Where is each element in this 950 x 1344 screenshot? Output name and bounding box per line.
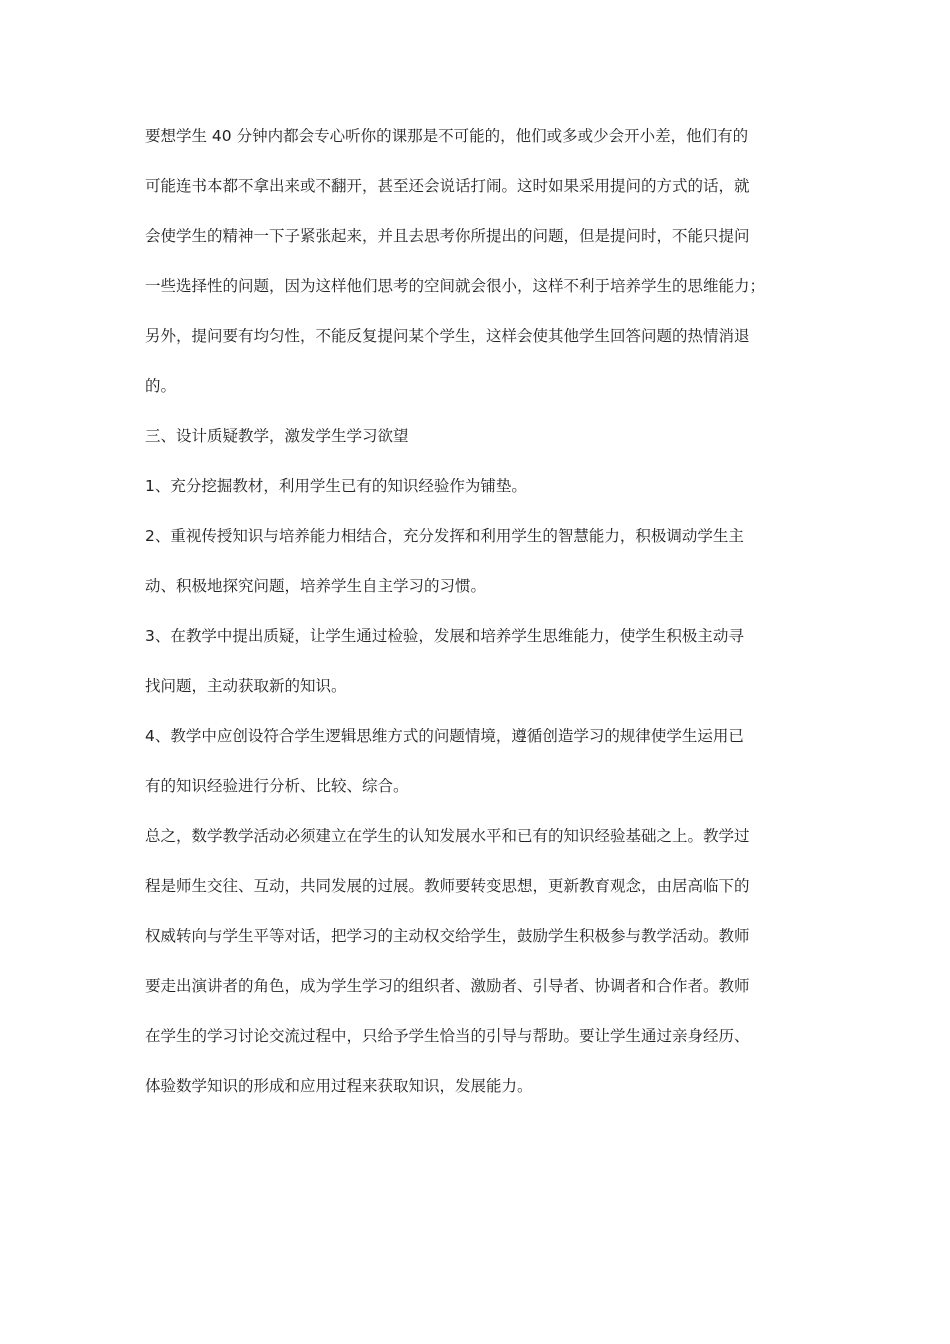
text-line: 程是师生交往、互动，共同发展的过展。教师要转变思想，更新教育观念，由居高临下的 (145, 877, 750, 895)
document-body (145, 118, 810, 1118)
section-heading: 三、设计质疑教学，激发学生学习欲望 (145, 427, 409, 445)
text-line: 一些选择性的问题，因为这样他们思考的空间就会很小，这样不利于培养学生的思维能力； (145, 277, 766, 295)
text-line: 找问题，主动获取新的知识。 (145, 677, 347, 695)
text-line: 有的知识经验进行分析、比较、综合。 (145, 777, 409, 795)
text-line: 的。 (145, 377, 177, 395)
text-line: 总之，数学教学活动必须建立在学生的认知发展水平和已有的知识经验基础之上。教学过 (145, 827, 750, 845)
list-item: 4、教学中应创设符合学生逻辑思维方式的问题情境，遵循创造学习的规律使学生运用已 (145, 727, 744, 745)
list-item: 2、重视传授知识与培养能力相结合，充分发挥和利用学生的智慧能力，积极调动学生主 (145, 527, 744, 545)
text-line: 会使学生的精神一下子紧张起来，并且去思考你所提出的问题，但是提问时，不能只提问 (145, 227, 750, 245)
list-item: 3、在教学中提出质疑，让学生通过检验，发展和培养学生思维能力，使学生积极主动寻 (145, 627, 744, 645)
text-line: 体验数学知识的形成和应用过程来获取知识，发展能力。 (145, 1077, 533, 1095)
text-line: 可能连书本都不拿出来或不翻开，甚至还会说话打闹。这时如果采用提问的方式的话，就 (145, 177, 750, 195)
text-line: 权威转向与学生平等对话，把学习的主动权交给学生，鼓励学生积极参与教学活动。教师 (145, 927, 750, 945)
list-item: 1、充分挖掘教材，利用学生已有的知识经验作为铺垫。 (145, 477, 527, 495)
text-line: 要想学生 40 分钟内都会专心听你的课那是不可能的，他们或多或少会开小差，他们有的 (145, 127, 749, 145)
text-line: 要走出演讲者的角色，成为学生学习的组织者、激励者、引导者、协调者和合作者。教师 (145, 977, 750, 995)
text-line: 另外，提问要有均匀性，不能反复提问某个学生，这样会使其他学生回答问题的热情消退 (145, 327, 750, 345)
text-line: 在学生的学习讨论交流过程中，只给予学生恰当的引导与帮助。要让学生通过亲身经历、 (145, 1027, 750, 1045)
text-line: 动、积极地探究问题，培养学生自主学习的习惯。 (145, 577, 487, 595)
